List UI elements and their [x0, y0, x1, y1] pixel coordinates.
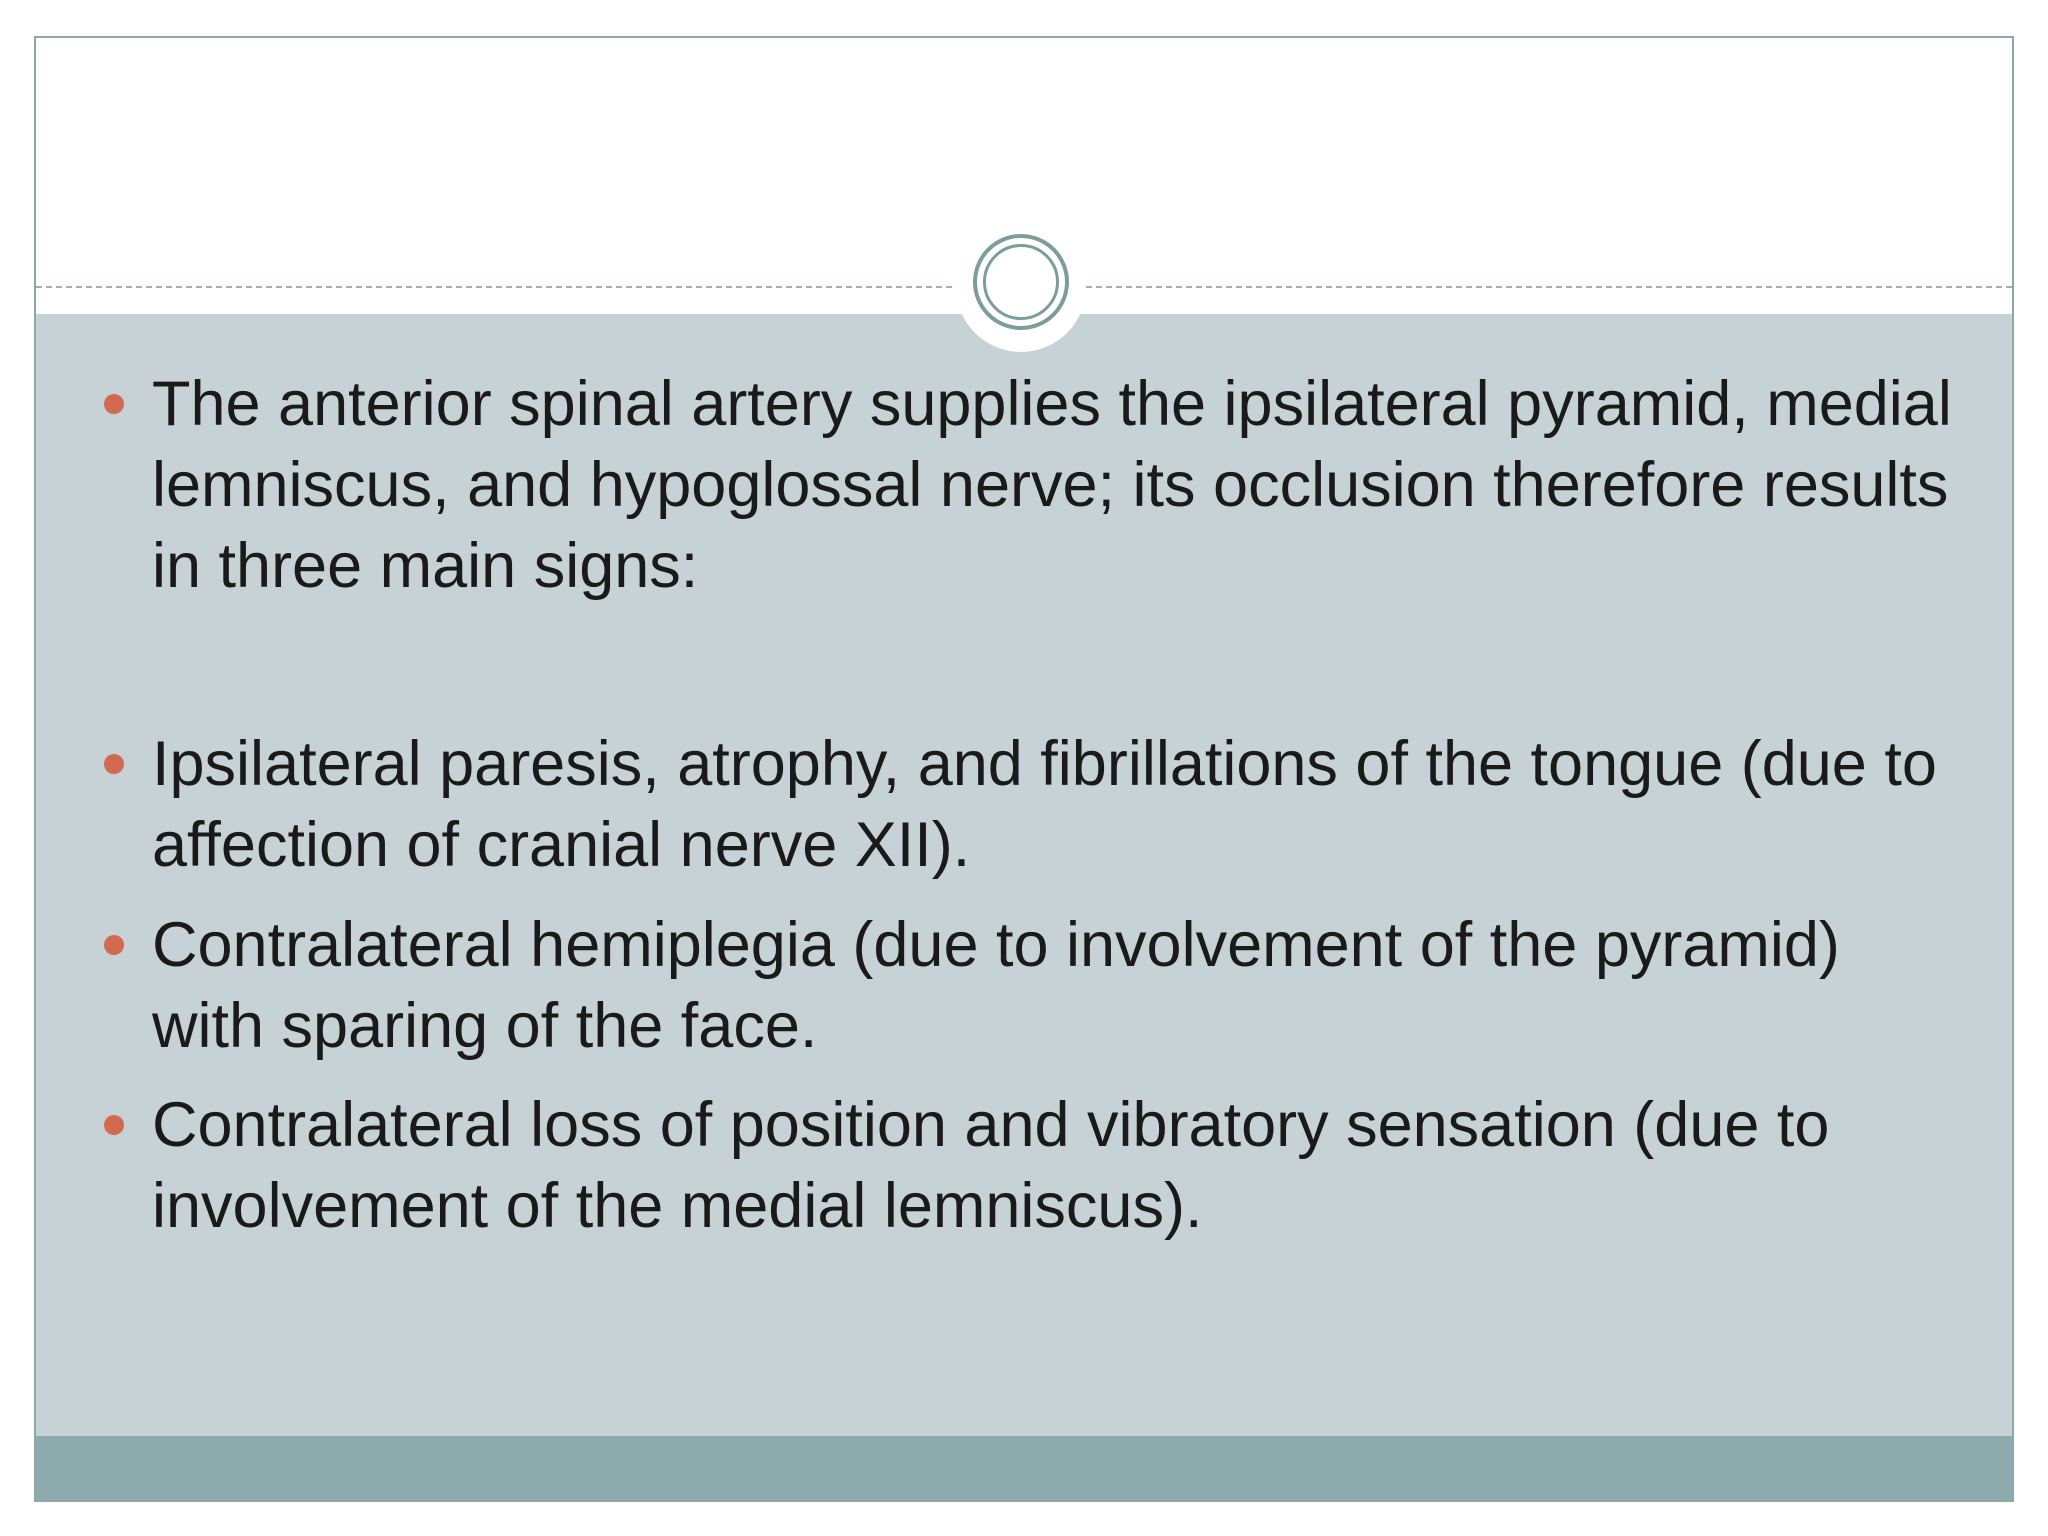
bullet-item	[152, 364, 1952, 607]
bullet-text: Contralateral hemiplegia (due to involvement of the pyramid) with sparing of the face.	[152, 910, 1840, 1061]
bullet-dot-icon	[104, 754, 124, 774]
bullet-dot-icon	[104, 1115, 124, 1135]
bullet-item	[152, 724, 1952, 886]
bullet-text: The anterior spinal artery supplies the ipsilateral pyramid, medial lemniscus, and hypoglossal nerve; its occlusion therefore results in three main signs:	[152, 369, 1952, 601]
bullet-list	[36, 38, 2012, 1500]
bullet-text: Contralateral loss of position and vibratory sensation (due to involvement of the medial lemniscus).	[152, 1090, 1830, 1241]
bullet-dot-icon	[104, 935, 124, 955]
bullet-item	[152, 1085, 1952, 1247]
bullet-item	[152, 905, 1952, 1067]
bullet-dot-icon	[104, 394, 124, 414]
bullet-text: Ipsilateral paresis, atrophy, and fibrillations of the tongue (due to affection of cranial nerve XII).	[152, 729, 1937, 880]
slide	[34, 36, 2014, 1502]
